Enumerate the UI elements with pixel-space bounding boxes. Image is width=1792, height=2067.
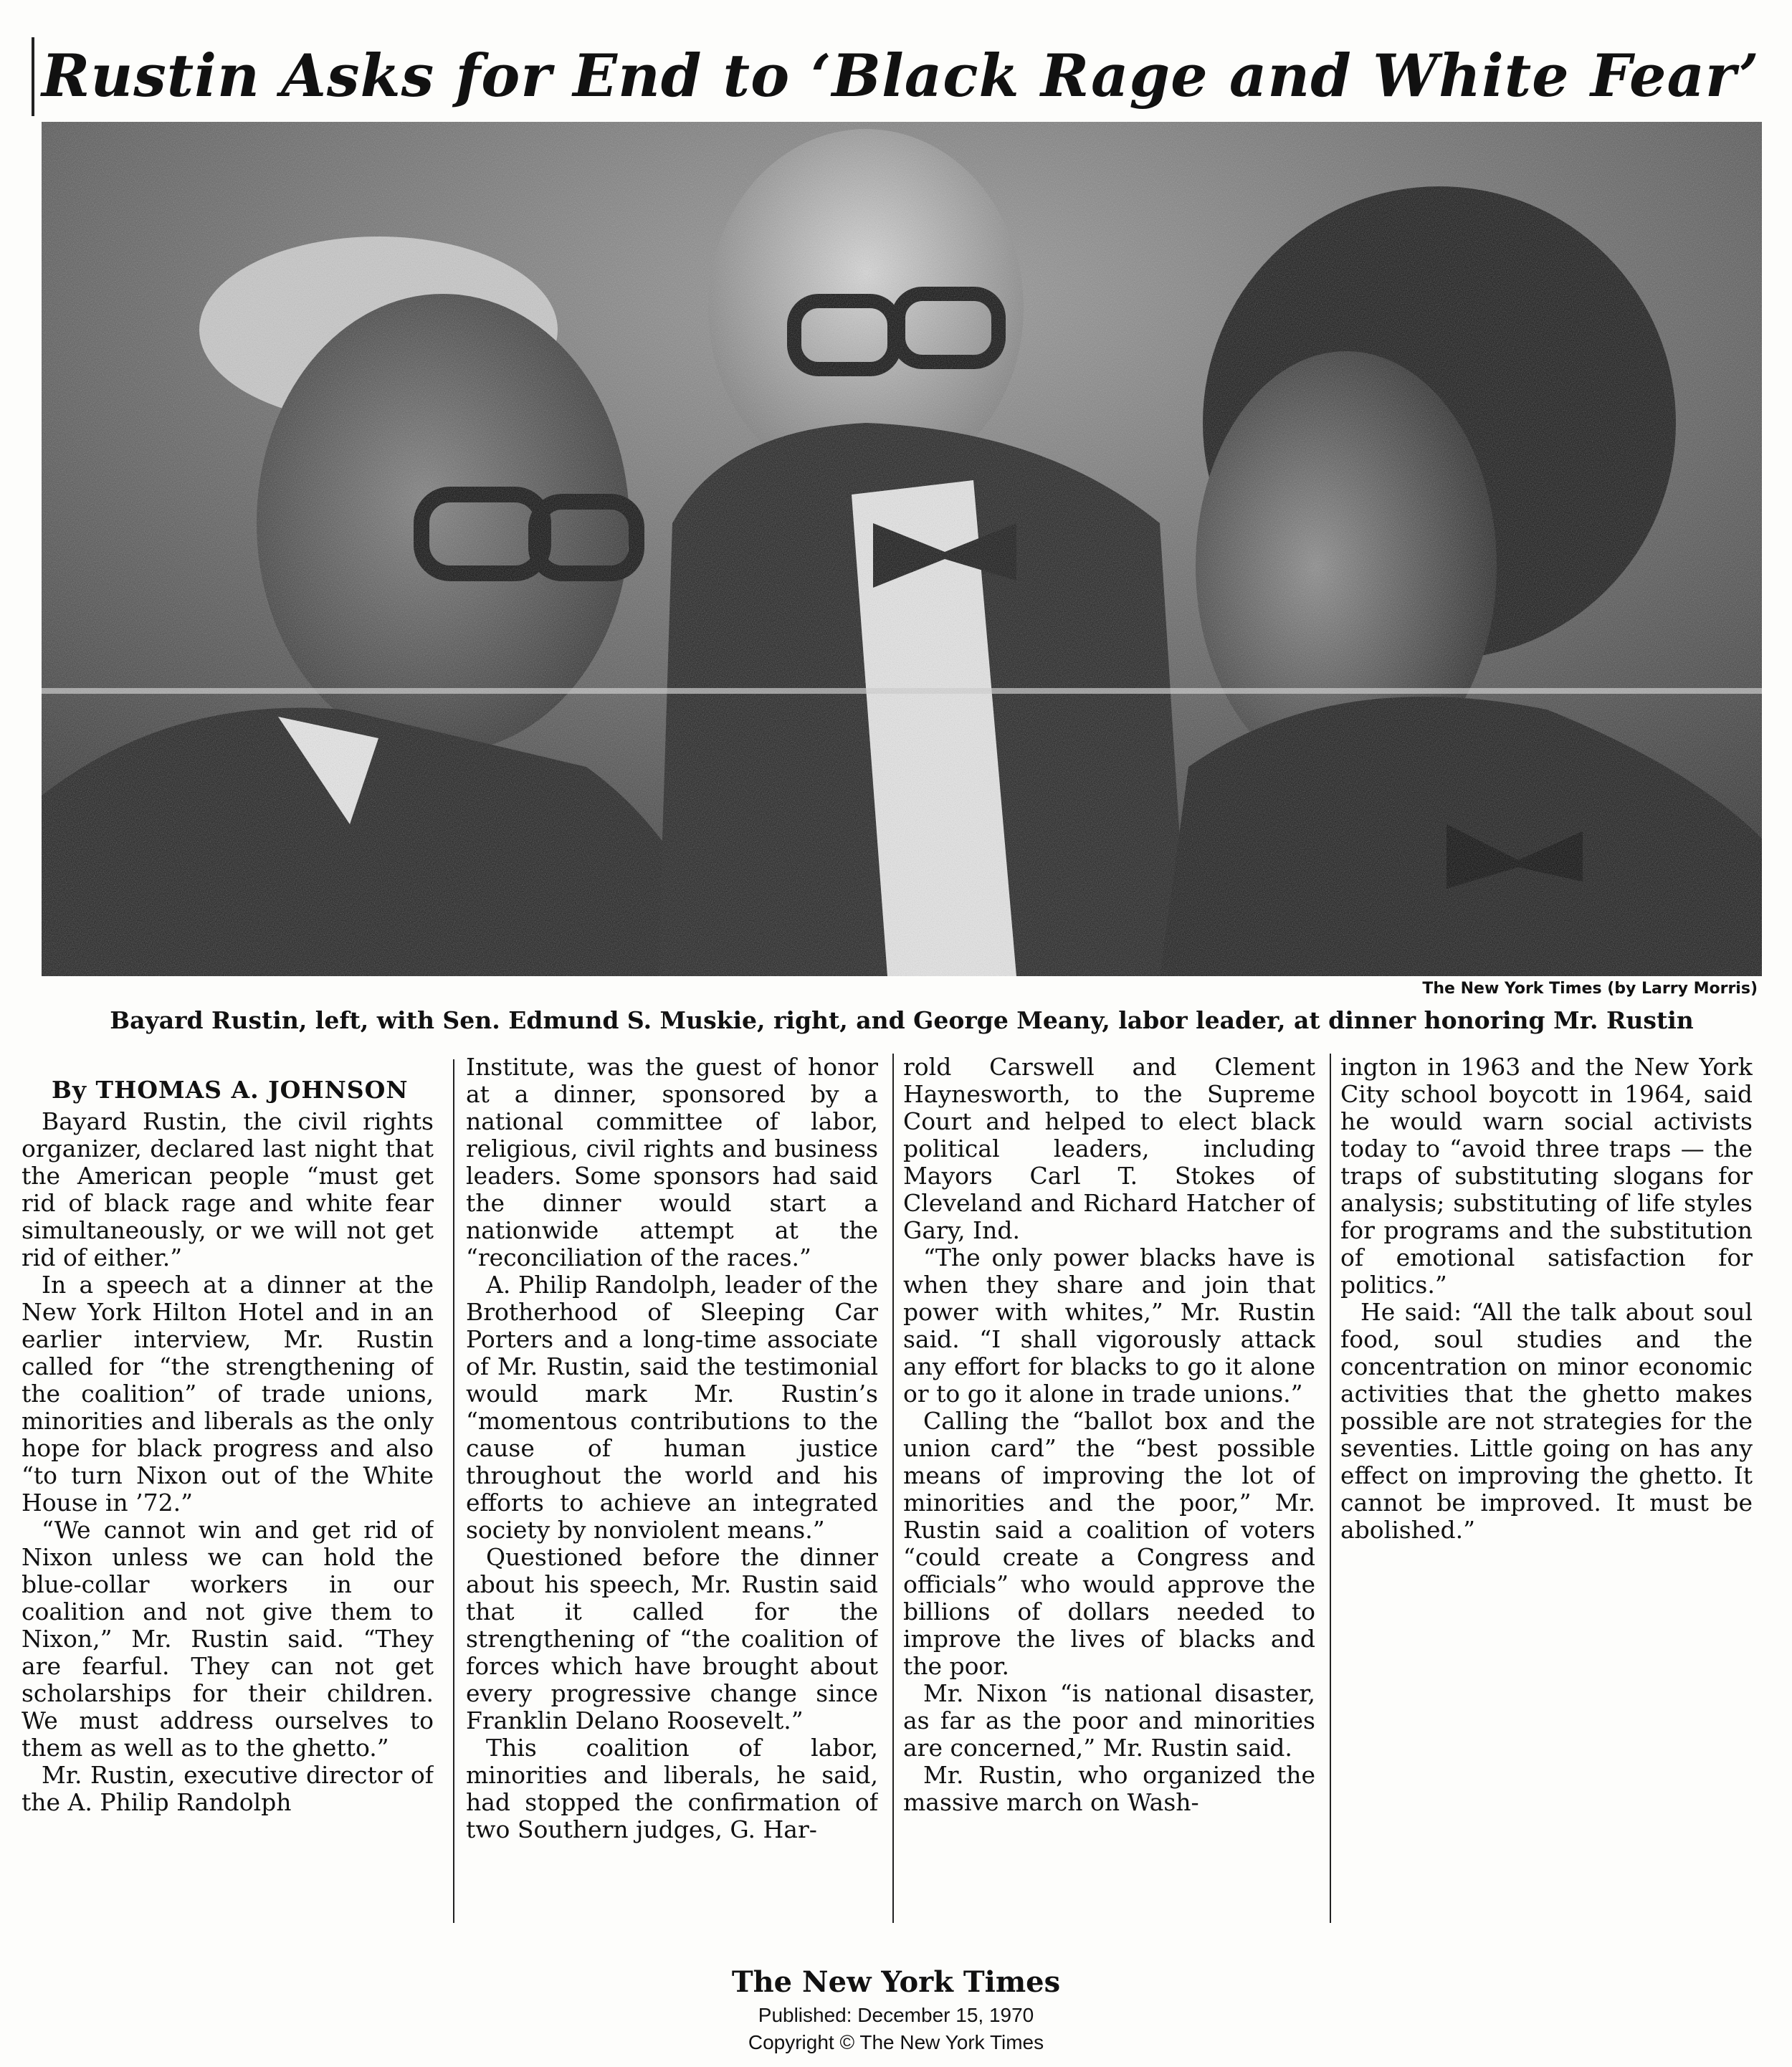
byline: By THOMAS A. JOHNSON xyxy=(52,1076,409,1104)
photo-credit: The New York Times (by Larry Morris) xyxy=(1422,980,1758,998)
paragraph: ington in 1963 and the New York City school boycott in 1964, said he would warn social activists today to “avoid three traps — the traps of substituting slogans for analysis; substituting of life styles for programs and the substitution of emotional satisfaction for politics.” xyxy=(1340,1054,1753,1299)
paragraph: Mr. Rustin, who organized the massive march on Wash- xyxy=(903,1761,1315,1816)
headline: Rustin Asks for End to ‘Black Rage and White Fear’ xyxy=(32,37,1766,116)
paragraph: Mr. Nixon “is national disaster, as far as the poor and minorities are concerned,” Mr. Rustin said. xyxy=(903,1679,1315,1762)
paragraph: Questioned before the dinner about his speech, Mr. Rustin said that it called for the strengthening of “the coalition of forces which have brought about every progressive change since Franklin Delano Roosevelt.” xyxy=(466,1543,878,1734)
copyright-notice: Copyright © The New York Times xyxy=(748,2031,1044,2053)
paragraph: In a speech at a dinner at the New York Hilton Hotel and in an earlier interview, Mr. Rustin called for “the strengthening of the coalition” of trade unions, minorities and liberals as the only hope for black progress and also “to turn Nixon out of the White House in ’72.” xyxy=(22,1271,434,1517)
paragraph: rold Carswell and Clement Haynesworth, to the Supreme Court and helped to elect black political leaders, including Mayors Carl T. Stokes of Cleveland and Richard Hatcher of Gary, Ind. xyxy=(903,1054,1315,1244)
article-column-2 xyxy=(466,1054,878,1922)
paragraph: “We cannot win and get rid of Nixon unless we can hold the blue-collar workers in our coalition and not give them to Nixon,” Mr. Rustin said. “They are fearful. They can not get scholarships for their children. We must address ourselves to them as well as to the ghetto.” xyxy=(22,1516,434,1762)
photo-caption: Bayard Rustin, left, with Sen. Edmund S. Muskie, right, and George Meany, labor leader, at dinner honoring Mr. Rustin xyxy=(110,1006,1694,1034)
article-column-4 xyxy=(1340,1054,1753,1922)
paragraph: Bayard Rustin, the civil rights organizer, declared last night that the American people “must get rid of black rage and white fear simultaneously, or we will not get rid of either.” xyxy=(22,1107,434,1271)
paragraph: Calling the “ballot box and the union card” the “best possible means of improving the lot of minorities and the poor,” Mr. Rustin said a coalition of voters “could create a Congress and officials” who would approve the billions of dollars needed to improve the lives of blacks and the poor. xyxy=(903,1407,1315,1680)
paragraph: Mr. Rustin, executive director of the A. Philip Randolph xyxy=(22,1761,434,1816)
paragraph: This coalition of labor, minorities and liberals, he said, had stopped the confirmation of two Southern judges, G. Har- xyxy=(466,1734,878,1843)
published-date: Published: December 15, 1970 xyxy=(758,2004,1034,2026)
article-column-1 xyxy=(22,1059,434,1928)
paragraph: He said: “All the talk about soul food, soul studies and the concentration on minor economic activities that the ghetto makes possible are not strategies for the seventies. Little going on has any effect on improving the ghetto. It cannot be improved. It must be abolished.” xyxy=(1340,1298,1753,1544)
column-rule xyxy=(892,1054,894,1923)
article-column-3 xyxy=(903,1054,1315,1922)
column-rule xyxy=(1330,1054,1331,1923)
paragraph: A. Philip Randolph, leader of the Brotherhood of Sleeping Car Porters and a long-time associate of Mr. Rustin, said the testimonial would mark Mr. Rustin’s “momentous contributions to the cause of human justice throughout the world and his efforts to achieve an integrated society by nonviolent means.” xyxy=(466,1271,878,1544)
photo-illustration xyxy=(42,122,1762,976)
paragraph: Institute, was the guest of honor at a dinner, sponsored by a national committee of labor, religious, civil rights and business leaders. Some sponsors had said the dinner would start a nationwide attempt at the “reconciliation of the races.” xyxy=(466,1054,878,1271)
nyt-masthead-logo: The New York Times xyxy=(731,1965,1061,1999)
news-photo xyxy=(42,122,1762,976)
column-rule xyxy=(453,1059,454,1923)
paragraph: “The only power blacks have is when they share and join that power with whites,” Mr. Rustin said. “I shall vigorously attack any effort for blacks to go it alone or to go it alone in trade unions.” xyxy=(903,1243,1315,1408)
